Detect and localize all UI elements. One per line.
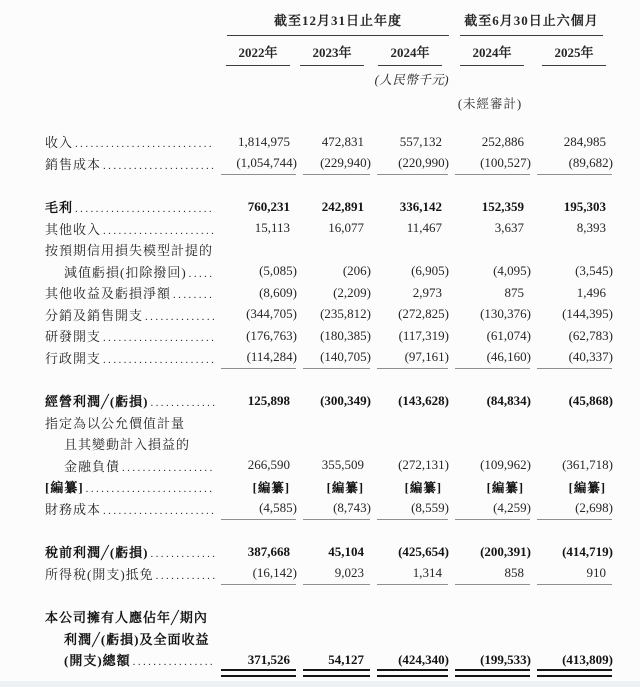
cell-value [371,457,449,473]
table-row [45,433,640,455]
cell-value [215,199,297,215]
year-header-row [45,42,640,66]
value-text: 875 [504,284,524,300]
table-row [45,325,640,347]
value-text: 336,142 [399,198,442,214]
dot-leader [73,203,215,215]
value-text: (220,990) [398,155,449,171]
cell-value [297,393,371,409]
cell-value [371,652,449,668]
table-row [45,649,640,671]
row-label-cell [45,326,215,345]
value-text: [編纂] [252,480,290,495]
value-text: 8,393 [576,220,606,236]
value-text: 387,668 [247,543,290,559]
table-row [45,563,640,585]
value-text: (414,719) [562,543,613,559]
cell-value [449,478,531,496]
table-row [45,261,640,283]
year-column-2025-interim [531,42,613,66]
unaudited-note: (未經審計) [457,97,523,111]
table-row [45,239,640,261]
year-label: 2025年 [542,42,606,66]
value-text: 760,231 [247,198,290,214]
cell-value [531,478,613,496]
header-label-spacer [45,42,215,66]
cell-value [215,349,297,365]
dot-leader [131,656,215,668]
year-label: 2022年 [226,42,290,66]
dot-leader [101,354,215,366]
table-row [45,131,640,153]
cell-value [297,263,371,279]
table-row [45,498,640,520]
cell-value [297,285,371,301]
period-header-annual: 截至12月31日止年度 [227,10,449,36]
period-header-interim: 截至6月30日止六個月 [460,10,603,36]
cell-value [449,328,531,344]
value-text: (300,349) [320,392,371,408]
value-text: 910 [586,565,606,581]
value-text: 125,898 [247,392,290,408]
cell-value [449,500,531,516]
cell-value [215,544,297,560]
value-text: 54,127 [328,651,364,667]
table-row [45,218,640,240]
row-label: 經營利潤╱(虧損) [45,394,149,410]
cell-value [297,220,371,236]
value-text: (97,161) [404,349,449,365]
value-text: (235,812) [320,306,371,322]
cell-value [371,500,449,516]
row-label-cell [45,197,215,216]
value-text: (8,559) [411,500,449,516]
cell-value [449,565,531,581]
currency-note: (人民幣千元) [374,73,449,87]
cell-value [531,306,613,322]
value-text: (425,654) [398,543,449,559]
value-text: (180,385) [320,327,371,343]
value-text: (229,940) [320,155,371,171]
row-label-cell [45,240,215,259]
cell-value [449,199,531,215]
value-text: (3,545) [575,263,613,279]
value-text: 15,113 [254,220,290,236]
cell-value [215,393,297,409]
section-spacer [45,368,640,390]
dot-leader [101,225,215,237]
cell-value [449,652,531,668]
row-label-cell [45,348,215,367]
cell-value [215,306,297,322]
cell-value [297,500,371,516]
header-label-spacer [45,70,215,88]
row-label-cell [45,154,215,173]
empty-cell [297,70,371,88]
value-text: 1,814,975 [238,133,290,149]
row-label: 且其變動計入損益的 [64,437,191,453]
row-label-cell [45,283,215,302]
value-text: 152,359 [481,198,524,214]
value-text: (84,834) [486,392,531,408]
value-text: 3,637 [494,220,524,236]
value-text: (45,868) [568,392,613,408]
row-label: 分銷及銷售開支 [45,307,144,323]
value-text: (5,085) [259,263,297,279]
row-label-cell [45,650,215,669]
year-column-2024-interim [449,42,531,66]
value-text: (272,131) [398,457,449,473]
dot-leader [149,397,216,409]
cell-value [371,155,449,171]
cell-value [371,565,449,581]
value-text: (61,074) [486,327,531,343]
row-label: 財務成本 [45,501,102,517]
value-text: (176,763) [246,327,297,343]
cell-value [297,652,371,668]
table-row [45,541,640,563]
row-label: 其他收入 [45,221,102,237]
value-text: (100,527) [480,155,531,171]
value-text: (361,718) [562,457,613,473]
cell-value [449,263,531,279]
value-text: 195,303 [563,198,606,214]
value-text: 266,590 [247,457,290,473]
cell-value [449,155,531,171]
table-row [45,412,640,434]
cell-value [531,652,613,668]
cell-value [371,349,449,365]
cell-value [531,220,613,236]
row-label-cell [45,132,215,151]
dot-leader [171,289,215,301]
value-text: (117,319) [398,327,449,343]
value-text: (2,209) [333,284,371,300]
cell-value [449,134,531,150]
value-text: 11,467 [406,220,442,236]
row-label: 行政開支 [45,350,102,366]
row-label: 指定為以公允價值計量 [45,415,186,431]
row-label-cell [45,456,215,475]
table-row [45,455,640,477]
row-label: (開支)總額 [64,653,131,669]
year-column-2024 [371,42,449,66]
cell-value [215,220,297,236]
dot-leader [120,462,215,474]
row-label-cell [45,607,215,626]
value-text: (206) [342,263,371,279]
value-text: (4,259) [493,500,531,516]
value-text: 355,509 [321,457,364,473]
section-spacer [45,584,640,606]
cell-value [531,263,613,279]
cell-value [297,349,371,365]
dot-leader [101,505,215,517]
cell-value [215,457,297,473]
cell-value [215,328,297,344]
value-text: (130,376) [480,306,531,322]
value-text: 9,023 [334,565,364,581]
value-text: (1,054,744) [236,155,297,171]
cell-value [531,457,613,473]
cell-value [531,565,613,581]
cell-value [297,478,371,496]
cell-value [531,155,613,171]
cell-value [531,285,613,301]
cell-value [215,565,297,581]
row-label-cell [45,413,215,432]
row-label: 減值虧損(扣除撥回) [64,264,187,280]
year-column-2023 [297,42,371,66]
dot-leader [149,548,216,560]
cell-value [449,220,531,236]
value-text: 284,985 [563,133,606,149]
value-text: (89,682) [568,155,613,171]
table-row [45,390,640,412]
value-text: (8,743) [333,500,371,516]
value-text: (413,809) [562,651,613,667]
table-body [45,131,640,671]
value-text: 252,886 [481,133,524,149]
cell-value [371,544,449,560]
cell-value [215,478,297,496]
row-label: 所得稅(開支)抵免 [45,566,154,582]
cell-value [215,500,297,516]
cell-value [371,134,449,150]
cell-value [297,565,371,581]
value-text: [編纂] [404,480,442,495]
cell-value [371,306,449,322]
cell-value [371,199,449,215]
cell-value [449,544,531,560]
row-label-cell [45,219,215,238]
row-label: 按預期信用損失模型計提的 [45,243,214,259]
row-label-cell [45,391,215,410]
table-row [45,153,640,175]
row-label: 利潤╱(虧損)及全面收益 [64,631,210,647]
row-label: 銷售成本 [45,156,102,172]
row-label-cell [45,564,215,583]
value-text: (140,705) [320,349,371,365]
cell-value [297,544,371,560]
dot-leader [84,483,215,495]
value-text: 472,831 [321,133,364,149]
header-label-spacer [45,10,215,36]
value-text: (272,825) [398,306,449,322]
value-text: 2,973 [412,284,442,300]
cell-value [297,134,371,150]
table-row [45,304,640,326]
cell-value [449,285,531,301]
value-text: [編纂] [568,480,606,495]
row-label-cell [45,262,215,281]
row-label: 毛利 [45,200,74,216]
value-text: (46,160) [486,349,531,365]
value-text: 1,314 [412,565,442,581]
table-row [45,282,640,304]
row-label-cell [45,542,215,561]
section-spacer [45,519,640,541]
value-text: [編纂] [486,480,524,495]
table-row [45,628,640,650]
value-text: 858 [504,565,524,581]
cell-value [449,349,531,365]
value-text: (114,284) [246,349,297,365]
empty-cell [371,94,449,112]
cell-value [215,134,297,150]
row-label-cell [45,305,215,324]
dot-leader [101,332,215,344]
table-row [45,347,640,369]
value-text: (16,142) [252,565,297,581]
cell-value [371,220,449,236]
period-group-header-row [45,10,640,36]
value-text: (4,095) [493,263,531,279]
value-text: (199,533) [480,651,531,667]
row-label: 稅前利潤╱(虧損) [45,545,149,561]
value-text: 557,132 [399,133,442,149]
cell-value [449,393,531,409]
table-row [45,476,640,498]
currency-note-row [45,70,640,88]
cell-value [531,134,613,150]
cell-value [215,155,297,171]
row-label: 其他收益及虧損淨額 [45,286,172,302]
row-label-cell [45,477,215,496]
header-label-spacer [45,94,215,112]
row-label: [編纂] [45,480,84,496]
value-text: (8,609) [259,284,297,300]
cell-value [449,306,531,322]
value-text: (2,698) [575,500,613,516]
cell-value [531,199,613,215]
value-text: (200,391) [480,543,531,559]
cell-value [371,478,449,496]
row-label: 收入 [45,135,74,151]
cell-value [215,263,297,279]
cell-value [297,199,371,215]
cell-value [297,328,371,344]
row-label: 本公司擁有人應佔年╱期內 [45,610,208,626]
value-text: (6,905) [411,263,449,279]
empty-cell [215,70,297,88]
cell-value [215,652,297,668]
value-text: (424,340) [398,651,449,667]
year-column-2022 [215,42,297,66]
year-label: 2024年 [460,42,524,66]
cell-value [531,393,613,409]
row-label: 研發開支 [45,329,102,345]
cell-value [371,285,449,301]
cell-value [531,500,613,516]
cell-value [297,155,371,171]
cell-value [531,328,613,344]
table-row [45,196,640,218]
table-row [45,606,640,628]
unaudited-note-row [45,94,640,112]
value-text: (143,628) [398,392,449,408]
row-label-cell [45,499,215,518]
cell-value [371,393,449,409]
value-text: (40,337) [568,349,613,365]
cell-value [449,457,531,473]
value-text: (4,585) [259,500,297,516]
section-spacer [45,174,640,196]
value-text: (144,395) [562,306,613,322]
row-label: 金融負債 [64,458,121,474]
dot-leader [73,138,215,150]
dot-leader [143,311,215,323]
dot-leader [187,268,215,280]
value-text: 16,077 [328,220,364,236]
cell-value [531,544,613,560]
dot-leader [154,570,215,582]
cell-value [297,457,371,473]
value-text: 45,104 [328,543,364,559]
cell-value [215,285,297,301]
value-text: (344,705) [246,306,297,322]
year-label: 2023年 [300,42,364,66]
cell-value [371,328,449,344]
cell-value [371,263,449,279]
value-text: (62,783) [568,327,613,343]
cell-value [531,349,613,365]
value-text: [編纂] [326,480,364,495]
value-text: 242,891 [321,198,364,214]
cell-value [297,306,371,322]
value-text: (109,962) [480,457,531,473]
row-label-cell [45,434,215,453]
year-label: 2024年 [378,42,442,66]
empty-cell [297,94,371,112]
dot-leader [101,160,215,172]
empty-cell [215,94,297,112]
value-text: 1,496 [576,284,606,300]
value-text: 371,526 [247,651,290,667]
row-label-cell [45,629,215,648]
